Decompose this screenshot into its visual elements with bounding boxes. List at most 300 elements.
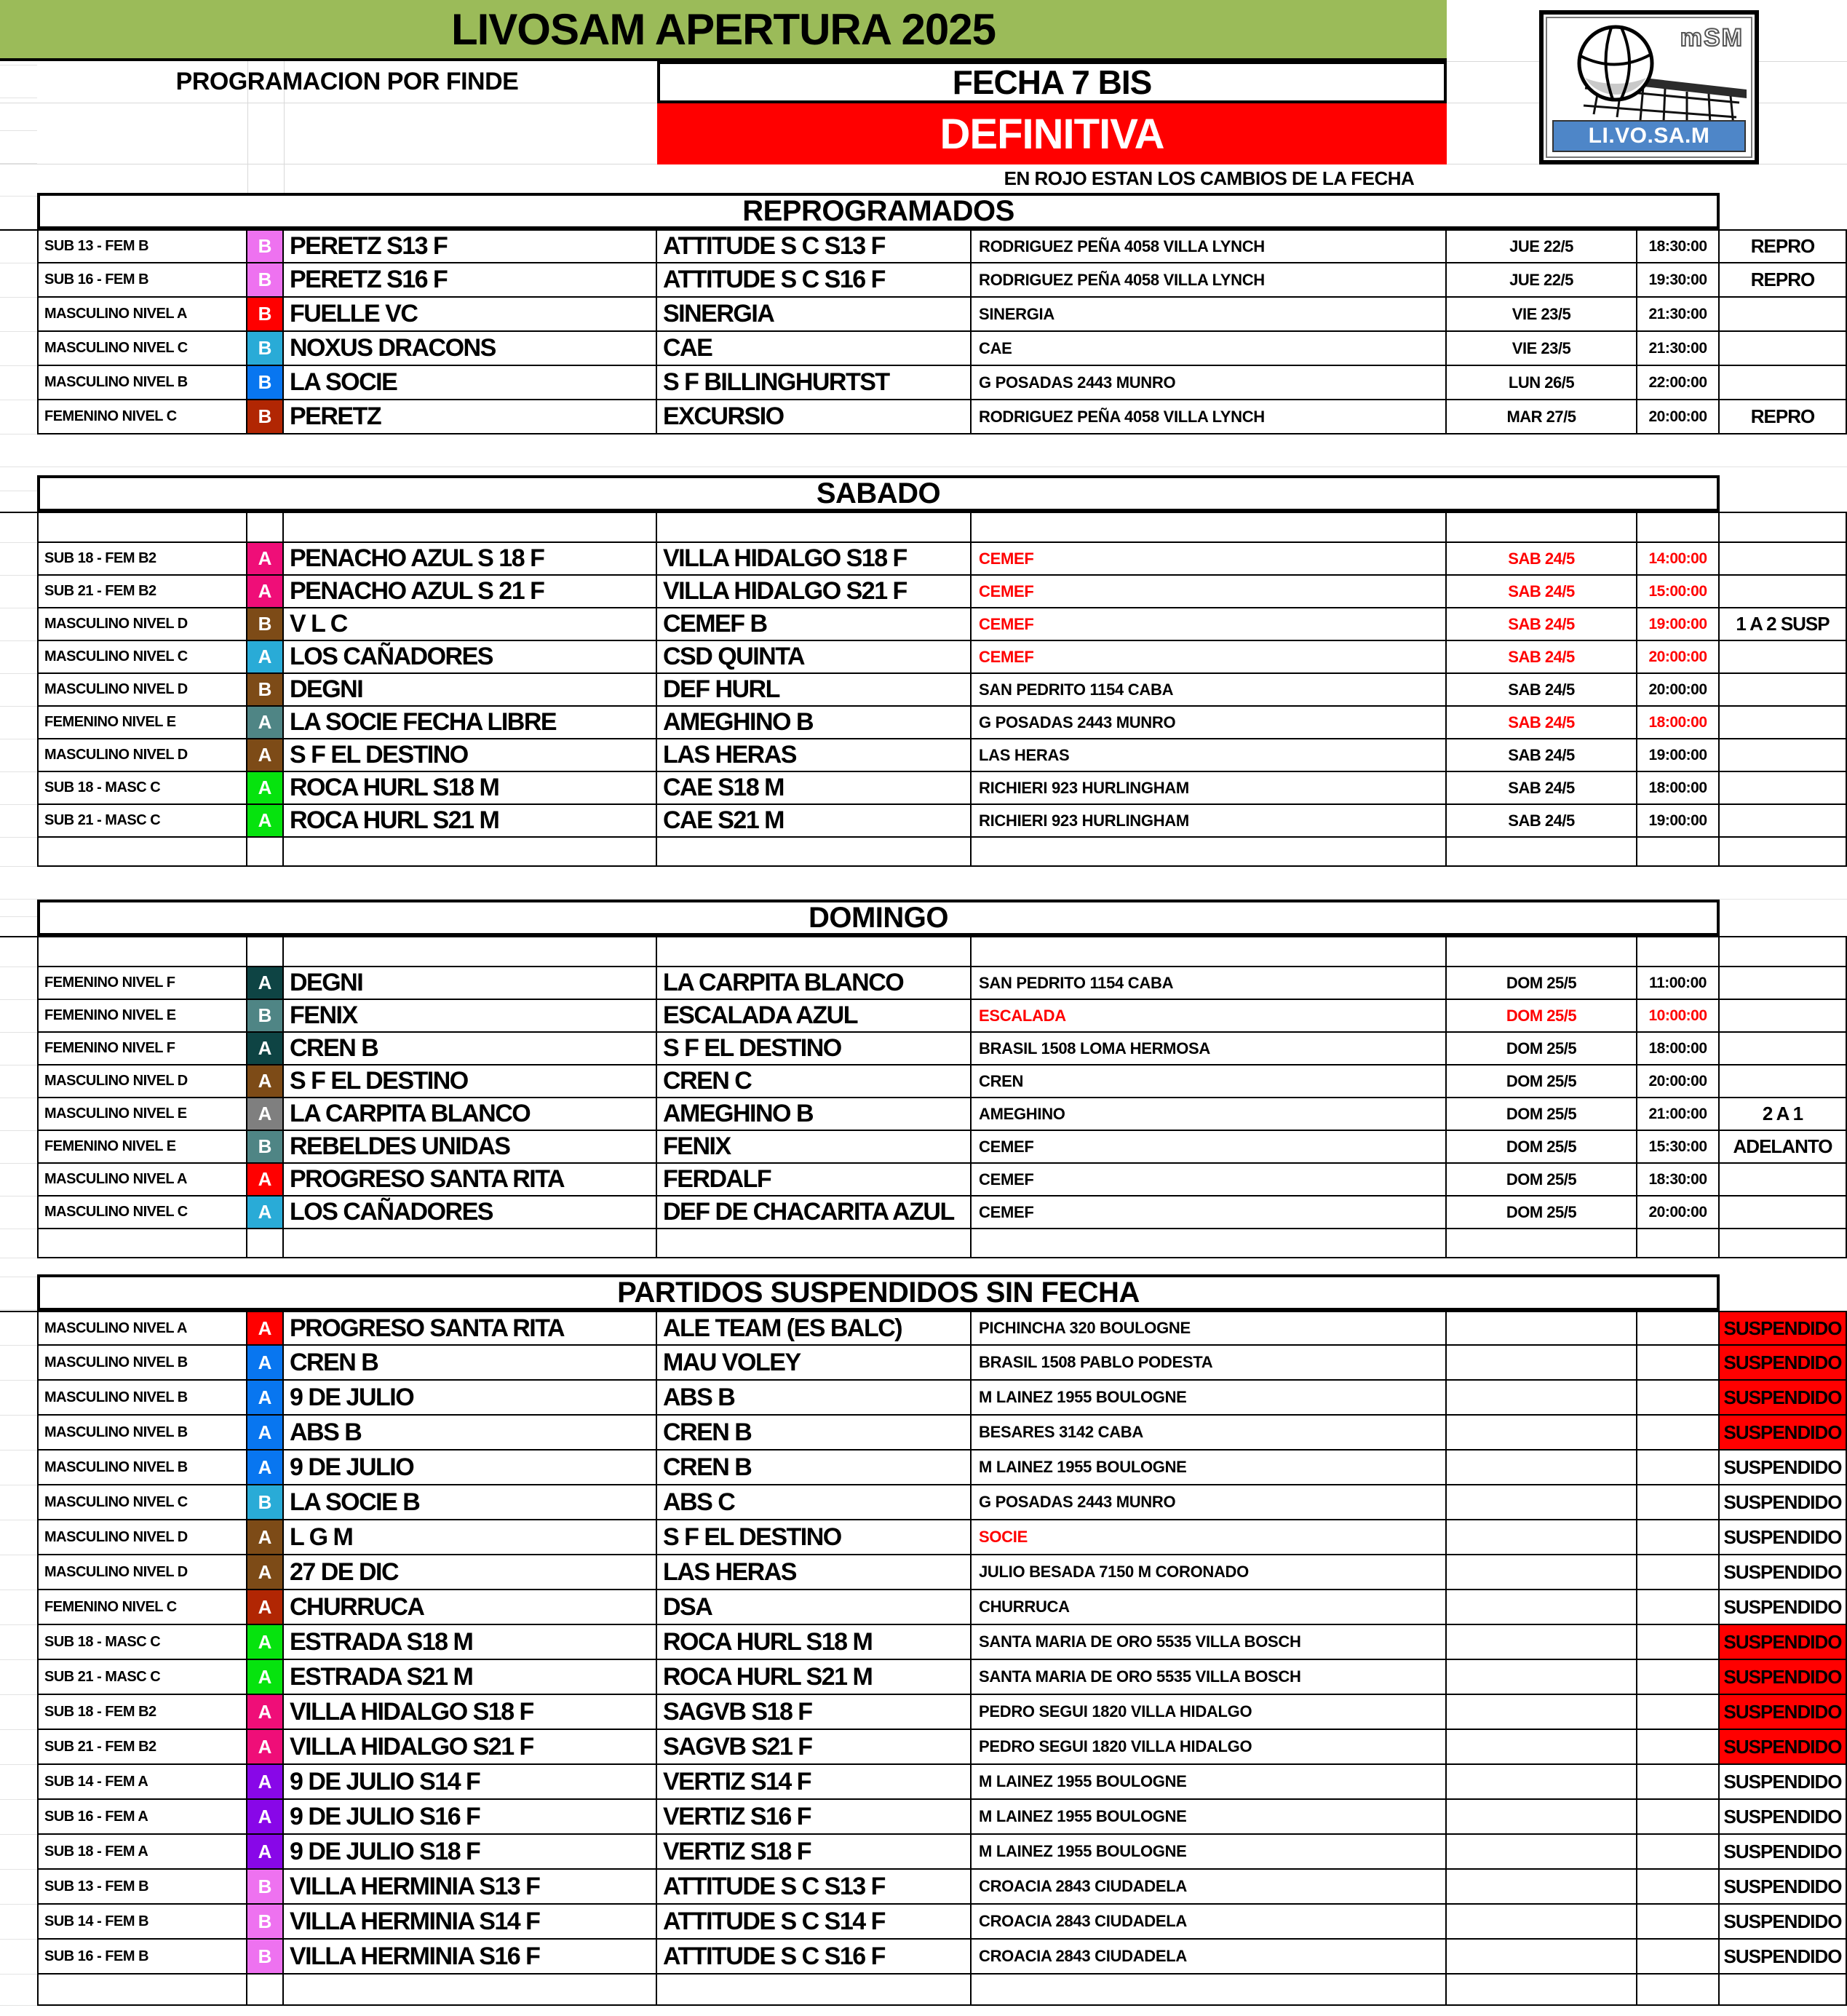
away-team-cell: ESCALADA AZUL bbox=[657, 1000, 972, 1033]
match-row bbox=[0, 739, 1847, 772]
away-team-cell: DEF HURL bbox=[657, 674, 972, 707]
zone-badge: A bbox=[247, 1835, 284, 1870]
venue-cell bbox=[972, 936, 1447, 967]
status-cell bbox=[1720, 838, 1847, 867]
home-team-cell: V L C bbox=[284, 608, 657, 641]
zone-badge: B bbox=[247, 674, 284, 707]
status-cell bbox=[1720, 1975, 1847, 2006]
category-cell: SUB 18 - FEM A bbox=[37, 1835, 247, 1870]
gutter-cell bbox=[0, 1730, 37, 1765]
time-cell: 21:30:00 bbox=[1637, 332, 1720, 366]
time-cell bbox=[1637, 512, 1720, 543]
time-cell bbox=[1637, 1835, 1720, 1870]
away-team-cell: CREN B bbox=[657, 1416, 972, 1451]
zone-badge: A bbox=[247, 772, 284, 805]
home-team-cell: LA SOCIE FECHA LIBRE bbox=[284, 707, 657, 739]
status-cell: REPRO bbox=[1720, 263, 1847, 298]
time-cell: 18:30:00 bbox=[1637, 1164, 1720, 1196]
date-cell bbox=[1447, 1800, 1637, 1835]
away-team-cell: LAS HERAS bbox=[657, 739, 972, 772]
category-cell: MASCULINO NIVEL A bbox=[37, 298, 247, 332]
zone-badge: B bbox=[247, 298, 284, 332]
away-team-cell: MAU VOLEY bbox=[657, 1346, 972, 1381]
time-cell bbox=[1637, 1555, 1720, 1590]
venue-cell: SANTA MARIA DE ORO 5535 VILLA BOSCH bbox=[972, 1660, 1447, 1695]
venue-cell: LAS HERAS bbox=[972, 739, 1447, 772]
date-cell: DOM 25/5 bbox=[1447, 967, 1637, 1000]
section-domingo bbox=[0, 900, 1847, 1258]
gutter-cell bbox=[0, 1660, 37, 1695]
category-cell: FEMENINO NIVEL F bbox=[37, 1033, 247, 1065]
match-row bbox=[0, 1695, 1847, 1730]
venue-cell: CAE bbox=[972, 332, 1447, 366]
schedule-sections bbox=[0, 193, 1847, 2006]
date-cell bbox=[1447, 1975, 1637, 2006]
section-sabado bbox=[0, 475, 1847, 867]
gutter-cell bbox=[0, 641, 37, 674]
away-team-cell: SAGVB S18 F bbox=[657, 1695, 972, 1730]
status-cell: 1 A 2 SUSP bbox=[1720, 608, 1847, 641]
away-team-cell: ROCA HURL S18 M bbox=[657, 1625, 972, 1660]
category-cell: FEMENINO NIVEL E bbox=[37, 1000, 247, 1033]
away-team-cell: CEMEF B bbox=[657, 608, 972, 641]
time-cell: 10:00:00 bbox=[1637, 1000, 1720, 1033]
date-cell bbox=[1447, 1765, 1637, 1800]
away-team-cell: LAS HERAS bbox=[657, 1555, 972, 1590]
date-cell bbox=[1447, 1730, 1637, 1765]
home-team-cell bbox=[284, 1229, 657, 1258]
away-team-cell: ATTITUDE S C S13 F bbox=[657, 229, 972, 263]
status-cell bbox=[1720, 543, 1847, 576]
zone-badge: A bbox=[247, 576, 284, 608]
home-team-cell: LA SOCIE bbox=[284, 366, 657, 400]
home-team-cell: 27 DE DIC bbox=[284, 1555, 657, 1590]
home-team-cell: PROGRESO SANTA RITA bbox=[284, 1311, 657, 1346]
status-cell: SUSPENDIDO bbox=[1720, 1381, 1847, 1416]
status-cell bbox=[1720, 805, 1847, 838]
match-row bbox=[0, 805, 1847, 838]
category-cell: MASCULINO NIVEL C bbox=[37, 332, 247, 366]
zone-badge: A bbox=[247, 1311, 284, 1346]
away-team-cell: S F EL DESTINO bbox=[657, 1520, 972, 1555]
status-cell: SUSPENDIDO bbox=[1720, 1451, 1847, 1485]
gutter-cell bbox=[0, 366, 37, 400]
away-team-cell: FERDALF bbox=[657, 1164, 972, 1196]
match-row bbox=[0, 1229, 1847, 1258]
venue-cell: SINERGIA bbox=[972, 298, 1447, 332]
time-cell: 18:00:00 bbox=[1637, 707, 1720, 739]
match-row bbox=[0, 772, 1847, 805]
zone-badge: A bbox=[247, 1765, 284, 1800]
livosam-logo bbox=[1539, 10, 1759, 164]
away-team-cell: VERTIZ S18 F bbox=[657, 1835, 972, 1870]
venue-cell: BESARES 3142 CABA bbox=[972, 1416, 1447, 1451]
gutter-cell bbox=[0, 1905, 37, 1940]
gutter-cell bbox=[0, 1520, 37, 1555]
gutter-cell bbox=[0, 543, 37, 576]
away-team-cell: VERTIZ S14 F bbox=[657, 1765, 972, 1800]
home-team-cell: VILLA HERMINIA S16 F bbox=[284, 1940, 657, 1975]
match-row bbox=[0, 1730, 1847, 1765]
away-team-cell: ROCA HURL S21 M bbox=[657, 1660, 972, 1695]
time-cell bbox=[1637, 1311, 1720, 1346]
zone-badge: A bbox=[247, 1451, 284, 1485]
away-team-cell: ATTITUDE S C S16 F bbox=[657, 1940, 972, 1975]
time-cell: 22:00:00 bbox=[1637, 366, 1720, 400]
status-cell bbox=[1720, 1229, 1847, 1258]
match-row bbox=[0, 608, 1847, 641]
logo-name-bar: LI.VO.SA.M bbox=[1552, 120, 1746, 152]
category-cell: SUB 13 - FEM B bbox=[37, 229, 247, 263]
category-cell: SUB 21 - FEM B2 bbox=[37, 1730, 247, 1765]
time-cell: 18:00:00 bbox=[1637, 772, 1720, 805]
zone-badge: B bbox=[247, 1940, 284, 1975]
venue-cell: PICHINCHA 320 BOULOGNE bbox=[972, 1311, 1447, 1346]
venue-cell: M LAINEZ 1955 BOULOGNE bbox=[972, 1800, 1447, 1835]
away-team-cell: CREN C bbox=[657, 1065, 972, 1098]
home-team-cell: LOS CAÑADORES bbox=[284, 1196, 657, 1229]
date-cell: VIE 23/5 bbox=[1447, 332, 1637, 366]
match-row bbox=[0, 674, 1847, 707]
status-cell bbox=[1720, 674, 1847, 707]
status-cell: SUSPENDIDO bbox=[1720, 1730, 1847, 1765]
venue-cell: JULIO BESADA 7150 M CORONADO bbox=[972, 1555, 1447, 1590]
match-row bbox=[0, 1765, 1847, 1800]
gutter-cell bbox=[0, 805, 37, 838]
zone-badge: B bbox=[247, 332, 284, 366]
date-cell bbox=[1447, 1660, 1637, 1695]
gutter-cell bbox=[0, 400, 37, 434]
time-cell: 20:00:00 bbox=[1637, 1196, 1720, 1229]
away-team-cell: AMEGHINO B bbox=[657, 707, 972, 739]
date-cell: SAB 24/5 bbox=[1447, 543, 1637, 576]
category-cell: SUB 16 - FEM B bbox=[37, 263, 247, 298]
away-team-cell: LA CARPITA BLANCO bbox=[657, 967, 972, 1000]
status-cell: ADELANTO bbox=[1720, 1131, 1847, 1164]
gutter-cell bbox=[0, 838, 37, 867]
venue-cell: CEMEF bbox=[972, 576, 1447, 608]
zone-badge: A bbox=[247, 1346, 284, 1381]
gutter-cell bbox=[0, 1196, 37, 1229]
category-cell: SUB 16 - FEM A bbox=[37, 1800, 247, 1835]
venue-cell: M LAINEZ 1955 BOULOGNE bbox=[972, 1835, 1447, 1870]
section-title-suspendidos: PARTIDOS SUSPENDIDOS SIN FECHA bbox=[37, 1274, 1720, 1311]
time-cell: 15:00:00 bbox=[1637, 576, 1720, 608]
time-cell bbox=[1637, 1520, 1720, 1555]
status-cell: SUSPENDIDO bbox=[1720, 1800, 1847, 1835]
zone-badge: B bbox=[247, 1000, 284, 1033]
status-cell: SUSPENDIDO bbox=[1720, 1520, 1847, 1555]
time-cell bbox=[1637, 1695, 1720, 1730]
home-team-cell: VILLA HIDALGO S18 F bbox=[284, 1695, 657, 1730]
zone-badge: B bbox=[247, 263, 284, 298]
category-cell: MASCULINO NIVEL B bbox=[37, 1381, 247, 1416]
match-row bbox=[0, 838, 1847, 867]
category-cell: SUB 16 - FEM B bbox=[37, 1940, 247, 1975]
gutter-cell bbox=[0, 1975, 37, 2006]
away-team-cell bbox=[657, 1975, 972, 2006]
venue-cell: SAN PEDRITO 1154 CABA bbox=[972, 967, 1447, 1000]
match-row bbox=[0, 1131, 1847, 1164]
zone-badge: B bbox=[247, 608, 284, 641]
gutter-cell bbox=[0, 332, 37, 366]
home-team-cell: 9 DE JULIO S16 F bbox=[284, 1800, 657, 1835]
gutter-cell bbox=[0, 1765, 37, 1800]
venue-cell: M LAINEZ 1955 BOULOGNE bbox=[972, 1765, 1447, 1800]
home-team-cell: LOS CAÑADORES bbox=[284, 641, 657, 674]
time-cell: 21:30:00 bbox=[1637, 298, 1720, 332]
time-cell bbox=[1637, 1800, 1720, 1835]
venue-cell: G POSADAS 2443 MUNRO bbox=[972, 707, 1447, 739]
match-row bbox=[0, 1590, 1847, 1625]
status-cell: REPRO bbox=[1720, 400, 1847, 434]
time-cell: 19:00:00 bbox=[1637, 805, 1720, 838]
gutter-cell bbox=[0, 1381, 37, 1416]
gutter-cell bbox=[0, 1131, 37, 1164]
away-team-cell: DSA bbox=[657, 1590, 972, 1625]
category-cell: SUB 21 - FEM B2 bbox=[37, 576, 247, 608]
home-team-cell: ABS B bbox=[284, 1416, 657, 1451]
status-cell bbox=[1720, 512, 1847, 543]
venue-cell: PEDRO SEGUI 1820 VILLA HIDALGO bbox=[972, 1695, 1447, 1730]
zone-badge: B bbox=[247, 1485, 284, 1520]
venue-cell: PEDRO SEGUI 1820 VILLA HIDALGO bbox=[972, 1730, 1447, 1765]
status-cell: SUSPENDIDO bbox=[1720, 1555, 1847, 1590]
home-team-cell: S F EL DESTINO bbox=[284, 1065, 657, 1098]
zone-badge bbox=[247, 1975, 284, 2006]
section-title-sabado: SABADO bbox=[37, 475, 1720, 512]
time-cell: 18:00:00 bbox=[1637, 1033, 1720, 1065]
venue-cell: SAN PEDRITO 1154 CABA bbox=[972, 674, 1447, 707]
time-cell bbox=[1637, 1485, 1720, 1520]
away-team-cell: CSD QUINTA bbox=[657, 641, 972, 674]
venue-cell bbox=[972, 838, 1447, 867]
date-cell: DOM 25/5 bbox=[1447, 1000, 1637, 1033]
time-cell: 15:30:00 bbox=[1637, 1131, 1720, 1164]
zone-badge: A bbox=[247, 1660, 284, 1695]
time-cell bbox=[1637, 1765, 1720, 1800]
category-cell bbox=[37, 936, 247, 967]
status-cell: SUSPENDIDO bbox=[1720, 1660, 1847, 1695]
date-cell bbox=[1447, 1229, 1637, 1258]
gutter-cell bbox=[0, 608, 37, 641]
match-row bbox=[0, 641, 1847, 674]
match-row bbox=[0, 1940, 1847, 1975]
gutter-cell bbox=[0, 1800, 37, 1835]
date-cell: DOM 25/5 bbox=[1447, 1033, 1637, 1065]
time-cell bbox=[1637, 1346, 1720, 1381]
zone-badge: A bbox=[247, 1800, 284, 1835]
date-cell: JUE 22/5 bbox=[1447, 263, 1637, 298]
logo-msm-text: mSM bbox=[1680, 24, 1744, 52]
home-team-cell: ROCA HURL S21 M bbox=[284, 805, 657, 838]
venue-cell: RODRIGUEZ PEÑA 4058 VILLA LYNCH bbox=[972, 229, 1447, 263]
zone-badge: B bbox=[247, 229, 284, 263]
gutter-cell bbox=[0, 1485, 37, 1520]
gutter-cell bbox=[0, 576, 37, 608]
away-team-cell: S F BILLINGHURTST bbox=[657, 366, 972, 400]
date-cell: DOM 25/5 bbox=[1447, 1131, 1637, 1164]
venue-cell bbox=[972, 1975, 1447, 2006]
category-cell: SUB 18 - MASC C bbox=[37, 772, 247, 805]
date-cell: SAB 24/5 bbox=[1447, 674, 1637, 707]
date-cell: JUE 22/5 bbox=[1447, 229, 1637, 263]
match-row bbox=[0, 1346, 1847, 1381]
category-cell: MASCULINO NIVEL D bbox=[37, 739, 247, 772]
venue-cell: CHURRUCA bbox=[972, 1590, 1447, 1625]
venue-cell: CROACIA 2843 CIUDADELA bbox=[972, 1870, 1447, 1905]
gutter-cell bbox=[0, 1835, 37, 1870]
status-cell bbox=[1720, 332, 1847, 366]
away-team-cell: ALE TEAM (ES BALC) bbox=[657, 1311, 972, 1346]
date-cell: SAB 24/5 bbox=[1447, 608, 1637, 641]
venue-cell: BRASIL 1508 PABLO PODESTA bbox=[972, 1346, 1447, 1381]
match-row bbox=[0, 400, 1847, 434]
venue-cell: SANTA MARIA DE ORO 5535 VILLA BOSCH bbox=[972, 1625, 1447, 1660]
date-cell: VIE 23/5 bbox=[1447, 298, 1637, 332]
match-row bbox=[0, 1164, 1847, 1196]
category-cell: SUB 18 - MASC C bbox=[37, 1625, 247, 1660]
date-cell: DOM 25/5 bbox=[1447, 1164, 1637, 1196]
home-team-cell: VILLA HERMINIA S13 F bbox=[284, 1870, 657, 1905]
date-cell bbox=[1447, 1451, 1637, 1485]
time-cell bbox=[1637, 1660, 1720, 1695]
time-cell: 20:00:00 bbox=[1637, 1065, 1720, 1098]
venue-cell: G POSADAS 2443 MUNRO bbox=[972, 366, 1447, 400]
category-cell: MASCULINO NIVEL B bbox=[37, 1346, 247, 1381]
date-cell: SAB 24/5 bbox=[1447, 707, 1637, 739]
category-cell: SUB 21 - MASC C bbox=[37, 1660, 247, 1695]
venue-cell: CROACIA 2843 CIUDADELA bbox=[972, 1905, 1447, 1940]
zone-badge: A bbox=[247, 805, 284, 838]
category-cell bbox=[37, 512, 247, 543]
status-cell bbox=[1720, 936, 1847, 967]
date-cell bbox=[1447, 1870, 1637, 1905]
status-cell bbox=[1720, 1164, 1847, 1196]
zone-badge bbox=[247, 1229, 284, 1258]
zone-badge: A bbox=[247, 1416, 284, 1451]
status-cell: SUSPENDIDO bbox=[1720, 1765, 1847, 1800]
status-cell bbox=[1720, 1065, 1847, 1098]
zone-badge: A bbox=[247, 543, 284, 576]
category-cell: SUB 14 - FEM A bbox=[37, 1765, 247, 1800]
date-cell bbox=[1447, 1835, 1637, 1870]
status-cell: SUSPENDIDO bbox=[1720, 1590, 1847, 1625]
status-cell: SUSPENDIDO bbox=[1720, 1905, 1847, 1940]
match-row bbox=[0, 1905, 1847, 1940]
venue-cell: RODRIGUEZ PEÑA 4058 VILLA LYNCH bbox=[972, 263, 1447, 298]
time-cell bbox=[1637, 1730, 1720, 1765]
gutter-cell bbox=[0, 1164, 37, 1196]
category-cell: SUB 21 - MASC C bbox=[37, 805, 247, 838]
venue-cell: RODRIGUEZ PEÑA 4058 VILLA LYNCH bbox=[972, 400, 1447, 434]
date-cell bbox=[1447, 1695, 1637, 1730]
home-team-cell: VILLA HIDALGO S21 F bbox=[284, 1730, 657, 1765]
time-cell bbox=[1637, 838, 1720, 867]
status-cell: SUSPENDIDO bbox=[1720, 1311, 1847, 1346]
time-cell: 20:00:00 bbox=[1637, 674, 1720, 707]
gutter-cell bbox=[0, 512, 37, 543]
away-team-cell: ABS B bbox=[657, 1381, 972, 1416]
status-cell bbox=[1720, 366, 1847, 400]
zone-badge: A bbox=[247, 1520, 284, 1555]
title-banner bbox=[0, 0, 1447, 61]
gutter-cell bbox=[0, 1590, 37, 1625]
home-team-cell: NOXUS DRACONS bbox=[284, 332, 657, 366]
status-cell bbox=[1720, 967, 1847, 1000]
home-team-cell bbox=[284, 936, 657, 967]
date-cell bbox=[1447, 1520, 1637, 1555]
date-cell: DOM 25/5 bbox=[1447, 1196, 1637, 1229]
logo-frame bbox=[1546, 17, 1752, 158]
home-team-cell bbox=[284, 1975, 657, 2006]
date-cell bbox=[1447, 1485, 1637, 1520]
zone-badge: B bbox=[247, 400, 284, 434]
match-row bbox=[0, 1065, 1847, 1098]
zone-badge: A bbox=[247, 1033, 284, 1065]
date-cell bbox=[1447, 1381, 1637, 1416]
gutter-cell bbox=[0, 1098, 37, 1131]
zone-badge: A bbox=[247, 1098, 284, 1131]
time-cell bbox=[1637, 1381, 1720, 1416]
date-cell bbox=[1447, 1905, 1637, 1940]
date-cell bbox=[1447, 1940, 1637, 1975]
home-team-cell: 9 DE JULIO bbox=[284, 1381, 657, 1416]
match-row bbox=[0, 707, 1847, 739]
gutter-cell bbox=[0, 229, 37, 263]
date-cell: SAB 24/5 bbox=[1447, 641, 1637, 674]
category-cell: SUB 14 - FEM B bbox=[37, 1905, 247, 1940]
venue-cell: CREN bbox=[972, 1065, 1447, 1098]
zone-badge: A bbox=[247, 1625, 284, 1660]
category-cell: SUB 18 - FEM B2 bbox=[37, 543, 247, 576]
date-cell bbox=[1447, 1311, 1637, 1346]
away-team-cell: VILLA HIDALGO S18 F bbox=[657, 543, 972, 576]
category-cell bbox=[37, 1229, 247, 1258]
home-team-cell: DEGNI bbox=[284, 674, 657, 707]
gutter-cell bbox=[0, 1346, 37, 1381]
match-row bbox=[0, 936, 1847, 967]
zone-badge: B bbox=[247, 1131, 284, 1164]
home-team-cell: 9 DE JULIO bbox=[284, 1451, 657, 1485]
home-team-cell: ROCA HURL S18 M bbox=[284, 772, 657, 805]
time-cell bbox=[1637, 1416, 1720, 1451]
fecha-label: FECHA 7 BIS bbox=[657, 61, 1447, 103]
home-team-cell: PENACHO AZUL S 21 F bbox=[284, 576, 657, 608]
category-cell: MASCULINO NIVEL D bbox=[37, 608, 247, 641]
section-title-domingo: DOMINGO bbox=[37, 900, 1720, 936]
zone-badge bbox=[247, 512, 284, 543]
zone-badge: A bbox=[247, 967, 284, 1000]
match-row bbox=[0, 332, 1847, 366]
home-team-cell: PERETZ S16 F bbox=[284, 263, 657, 298]
gutter-cell bbox=[0, 1416, 37, 1451]
status-cell: SUSPENDIDO bbox=[1720, 1835, 1847, 1870]
time-cell bbox=[1637, 1870, 1720, 1905]
venue-cell: BRASIL 1508 LOMA HERMOSA bbox=[972, 1033, 1447, 1065]
match-row bbox=[0, 1975, 1847, 2006]
gutter-cell bbox=[0, 1033, 37, 1065]
venue-cell: CROACIA 2843 CIUDADELA bbox=[972, 1940, 1447, 1975]
date-cell: SAB 24/5 bbox=[1447, 805, 1637, 838]
zone-badge: A bbox=[247, 1730, 284, 1765]
gutter-cell bbox=[0, 298, 37, 332]
section-suspendidos bbox=[0, 1274, 1847, 2006]
match-row bbox=[0, 1520, 1847, 1555]
venue-cell: AMEGHINO bbox=[972, 1098, 1447, 1131]
category-cell: SUB 13 - FEM B bbox=[37, 1870, 247, 1905]
match-row bbox=[0, 1311, 1847, 1346]
